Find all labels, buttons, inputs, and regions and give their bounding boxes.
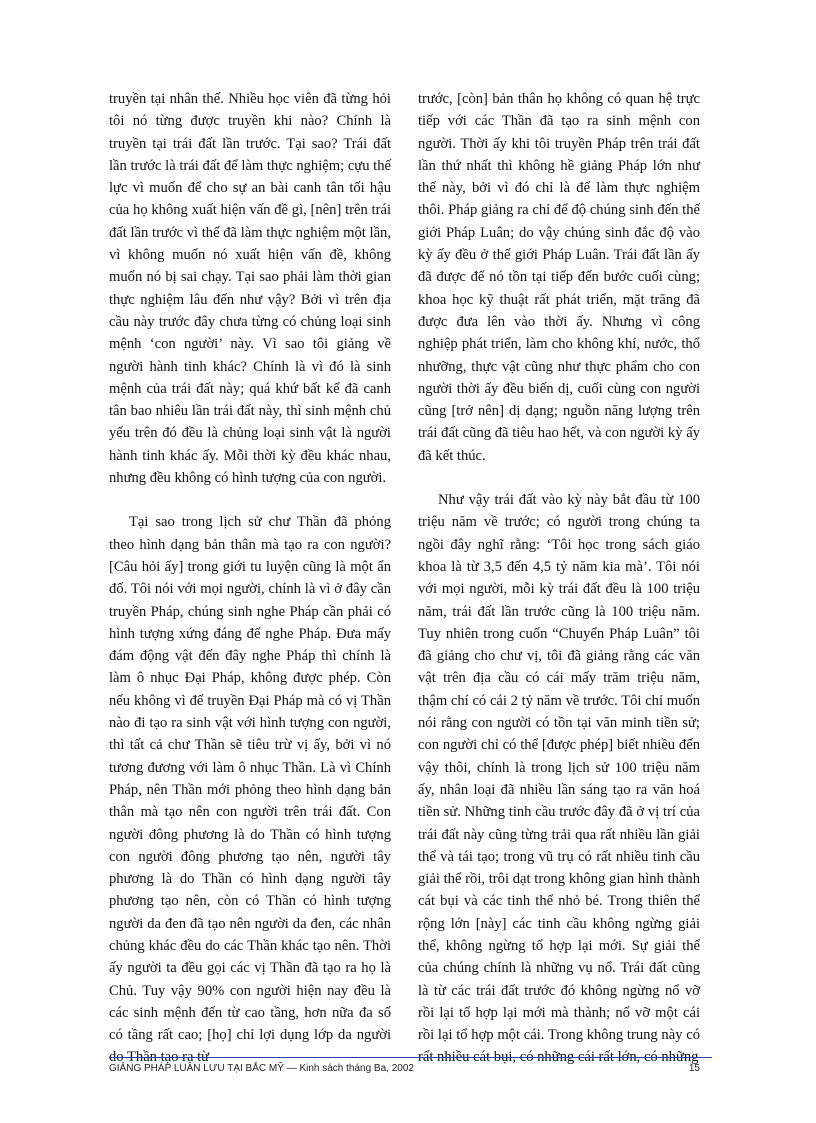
right-paragraph-2: Như vậy trái đất vào kỳ này bắt đầu từ 100 triệu năm về trước; có người trong chúng ta ngồi đây nghĩ rằng: ‘Tôi học trong sách giáo khoa là từ 3,5 đến 4,5 tỷ năm kia mà’. Tôi nói với mọi người, mỗi kỳ trái đất đều là 100 triệu năm, trái đất lần trước cũng là 100 triệu năm. Tuy nhiên trong cuốn “Chuyển Pháp Luân” tôi đã giảng cho chư vị, tôi đã giảng rằng các văn vật trên địa cầu có cái mấy trăm triệu năm, thậm chí có cái 2 tỷ năm về trước. Tôi chỉ muốn nói rằng con người có tồn tại văn minh tiền sử; con người chỉ có thể [được phép] biết nhiều đến vậy thôi, chính là trong lịch sử 100 triệu năm ấy, nhân loại đã nhiều lần sáng tạo ra văn hoá tiền sử. Những tinh cầu trước đây đã ở vị trí của trái đất này cũng từng trải qua rất nhiều lần giải thể và tái tạo; trong vũ trụ có rất nhiều tinh cầu giải thể rồi, trôi dạt trong không gian hình thành cát bụi và các tinh thể nhỏ bé. Trong thiên thể rộng lớn [này] các tinh cầu không ngừng giải thể, không ngừng tổ hợp lại mới. Sự giải thể của chúng chính là những vụ nổ. Trái đất cũng là từ các trái đất trước đó không ngừng nổ vỡ rồi lại tổ hợp lại mới mà thành; nổ vỡ một cái rồi lại tổ hợp một cái. Trong không trung này có rất nhiều cát bụi, có những cái rất lớn, có những	[418, 492, 700, 1066]
right-paragraph-1: trước, [còn] bản thân họ không có quan hệ trực tiếp với các Thần đã tạo ra sinh mệnh con người. Thời ấy khi tôi truyền Pháp trên trái đất lần thứ nhất thì không hề giảng Pháp lớn như thế này, bởi vì đó chỉ là để làm thực nghiệm thôi. Pháp giảng ra chỉ để độ chúng sinh đến thế giới Pháp Luân; do vậy chúng sinh đắc độ vào kỳ ấy đều ở thế giới Pháp Luân. Trái đất lần ấy đã được để nó tồn tại tiếp đến bước cuối cùng; khoa học kỹ thuật rất phát triển, mặt trăng đã được đưa lên vào thời ấy. Nhưng vì công nghiệp phát triển, làm cho không khí, nước, thổ nhưỡng, thực vật cũng như thực phẩm cho con người thời ấy đều biến dị, cuối cùng con người cũng [trở nên] dị dạng; nguồn năng lượng trên trái đất cũng đã tiêu hao hết, và con người kỳ ấy đã kết thúc.	[418, 91, 700, 464]
left-text-column	[109, 88, 391, 1069]
right-text-column	[418, 88, 700, 1069]
left-paragraph-2: Tại sao trong lịch sử chư Thần đã phỏng theo hình dạng bản thân mà tạo ra con người? [Câu hỏi ấy] trong giới tu luyện cũng là một ẩn đố. Tôi nói với mọi người, chính là vì ở đây cần truyền Pháp, chúng sinh nghe Pháp cần phải có hình tượng xứng đáng để nghe Pháp. Đưa mấy đám động vật đến đây nghe Pháp thì chính là làm ô nhục Đại Pháp, không được phép. Còn nếu không vì để truyền Đại Pháp mà có vị Thần nào đi tạo ra sinh vật với hình tượng con người, thì tất cả chư Thần sẽ tiêu trừ vị ấy, bởi vì nó tương đương với làm ô nhục Thần. Là vì Chính Pháp, nên Thần mới phỏng theo hình dạng bản thân mà tạo nên con người trên trái đất. Con người đông phương là do Thần có hình tượng con người đông phương tạo nên, người tây phương là do Thần có hình dạng người tây phương tạo nên, còn có Thần có hình tượng người da đen đã tạo nên người da đen, các nhân chủng khác đều do các Thần khác tạo nên. Thời ấy người ta đều gọi các vị Thần đã tạo ra họ là Chủ. Tuy vậy 90% con người hiện nay đều là các sinh mệnh đến từ cao tầng, hơn nữa đa số có tầng rất cao; [họ] chỉ lợi dụng lớp da người do Thần tạo ra từ	[109, 514, 391, 1066]
page-number: 15	[688, 1063, 700, 1074]
page-footer	[109, 1063, 712, 1079]
left-paragraph-1: truyền tại nhân thế. Nhiều học viên đã từng hỏi tôi nó từng được truyền khi nào? Chính là truyền tại trái đất lần trước. Tại sao? Trái đất lần trước là trái đất để làm thực nghiệm; cựu thế lực vì muốn để cho sự an bài canh tân tối hậu của họ không xuất hiện vấn đề gì, [nên] trên trái đất lần trước vì thế đã làm thực nghiệm một lần, vì không muốn nó xuất hiện vấn đề, không muốn nó bị sai chạy. Tại sao phải làm thời gian thực nghiệm lâu đến như vậy? Bởi vì trên địa cầu này trước đây chưa từng có chủng loại sinh mệnh ‘con người’ này. Vì sao tôi giảng về người hành tinh khác? Chính là vì đó là sinh mệnh của trái đất này; quá khứ bất kể đã canh tân bao nhiêu lần trái đất này, thì sinh mệnh chủ yếu trên đó đều là chủng loại sinh vật là người hành tinh khác ấy. Mỗi thời kỳ đều khác nhau, nhưng đều không có hình tượng của con người.	[109, 91, 391, 487]
footer-title: GIẢNG PHÁP LUÂN LƯU TẠI BẮC MỸ — Kinh sách tháng Ba, 2002	[109, 1063, 414, 1074]
footer-divider	[109, 1057, 712, 1058]
